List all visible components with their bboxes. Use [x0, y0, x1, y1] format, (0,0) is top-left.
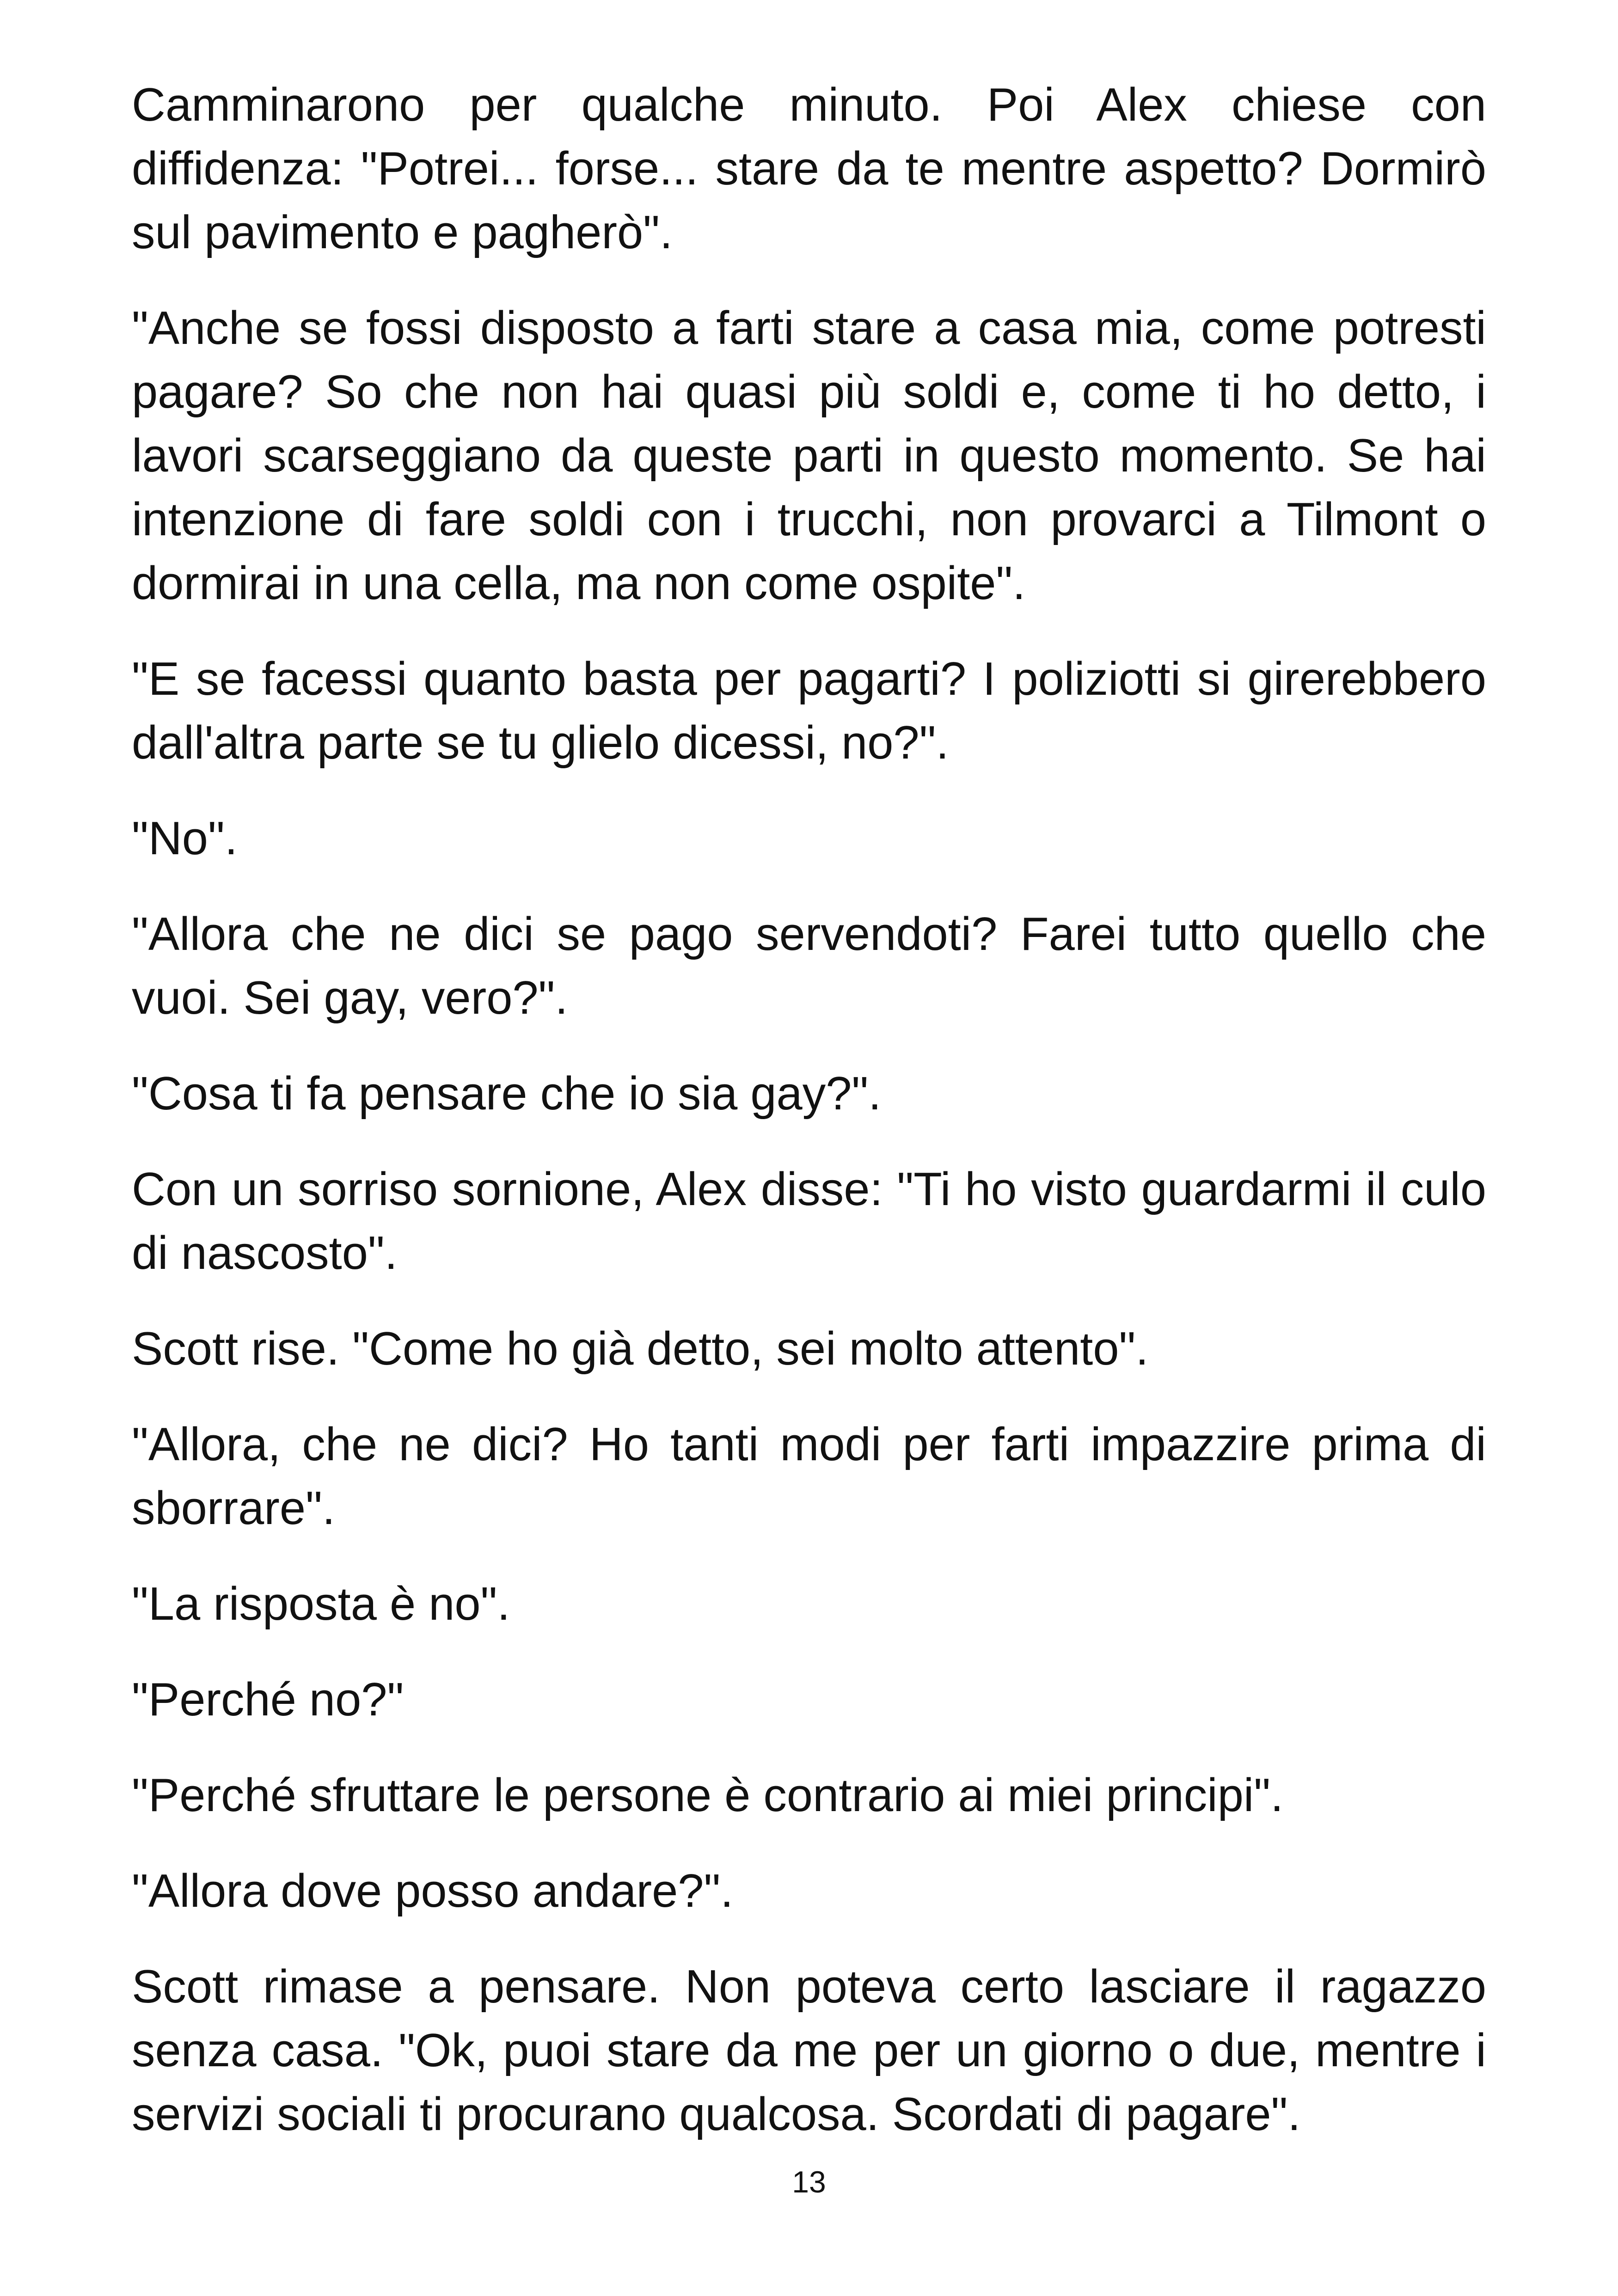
paragraph: "Perché sfruttare le persone è contrario ai miei principi". [132, 1769, 1284, 1821]
paragraph: "Anche se fossi disposto a farti stare a casa mia, come potresti pagare? So che non hai quasi più soldi e, come ti ho detto, i lavori scarseggiano da queste parti in questo momento. Se hai intenzione di fare soldi con i trucchi, non provarci a Tilmont o dormirai in una cella, ma non come ospite". [132, 302, 1486, 609]
paragraph: "Perché no?" [132, 1674, 404, 1726]
paragraph: "Allora che ne dici se pago servendoti? Farei tutto quello che vuoi. Sei gay, vero?". [132, 908, 1486, 1024]
paragraph: "Cosa ti fa pensare che io sia gay?". [132, 1068, 882, 1120]
paragraph: Con un sorriso sornione, Alex disse: "Ti ho visto guardarmi il culo di nascosto". [132, 1163, 1486, 1279]
paragraph: Camminarono per qualche minuto. Poi Alex chiese con diffidenza: "Potrei... forse... stare da te mentre aspetto? Dormirò sul pavimento e pagherò". [132, 79, 1486, 258]
paragraph: Scott rise. "Come ho già detto, sei molto attento". [132, 1323, 1149, 1375]
paragraph: "Allora, che ne dici? Ho tanti modi per farti impazzire prima di sborrare". [132, 1419, 1486, 1534]
paragraph: "No". [132, 813, 238, 864]
page-number: 13 [792, 2165, 826, 2199]
paragraph: "E se facessi quanto basta per pagarti? I poliziotti si girerebbero dall'altra parte se tu glielo dicessi, no?". [132, 653, 1486, 769]
paragraph: "La risposta è no". [132, 1578, 510, 1630]
body-text [132, 73, 1486, 2178]
paragraph: Scott rimase a pensare. Non poteva certo lasciare il ragazzo senza casa. "Ok, puoi stare da me per un giorno o due, mentre i servizi sociali ti procurano qualcosa. Scordati di pagare". [132, 1961, 1486, 2140]
paragraph: "Allora dove posso andare?". [132, 1865, 734, 1917]
